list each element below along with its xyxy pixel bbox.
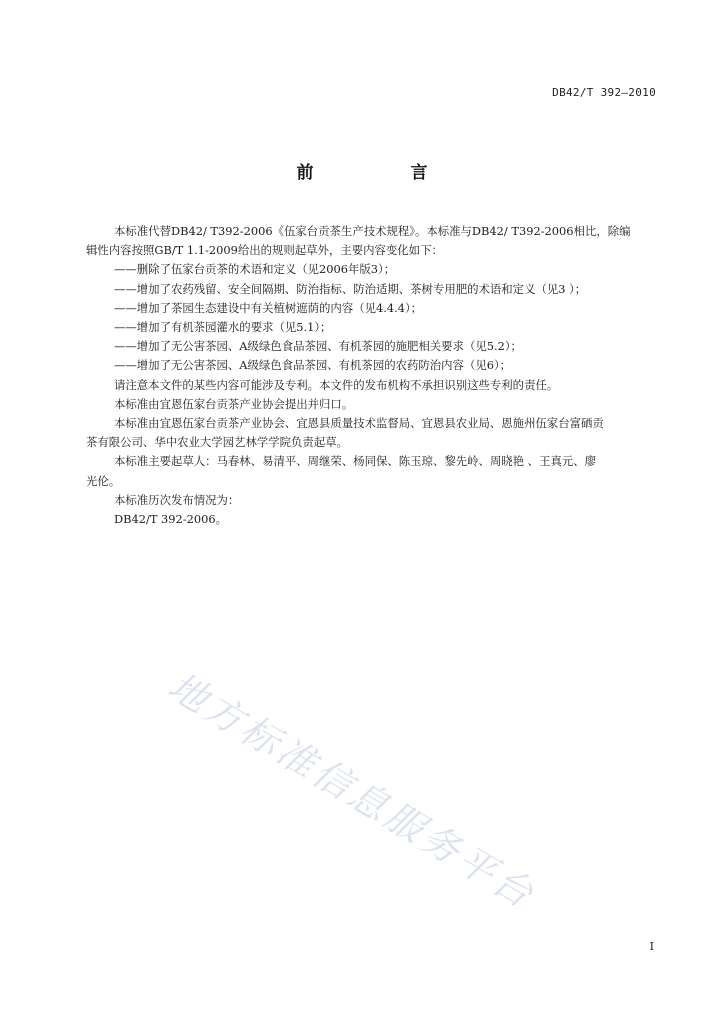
body-line: ——增加了茶园生态建设中有关植树遮荫的内容（见4.4.4）； (114, 300, 423, 315)
body-line: 本标准代替DB42/ T392-2006《伍家台贡茶生产技术规程》。本标准与DB42/ T392-2006相比，除编 (114, 224, 631, 238)
page-title: 前 言 (296, 163, 468, 183)
body-line: ——增加了有机茶园灌水的要求（见5.1）； (114, 320, 332, 335)
body-line: ——增加了农药残留、安全间隔期、防治指标、防治适期、茶树专用肥的术语和定义（见3 ）； (114, 281, 587, 296)
body-line: 本标准主要起草人：马春林、易清平、周继荣、杨同保、陈玉琼、黎先岭、周晓艳 、王真元、廖 (114, 454, 597, 469)
document-body (86, 222, 658, 529)
body-line: 辑性内容按照GB/T 1.1-2009给出的规则起草外，主要内容变化如下： (86, 243, 443, 258)
body-line: ——增加了无公害茶园、A级绿色食品茶园、有机茶园的农药防治内容（见6）； (114, 358, 512, 373)
body-line: 茶有限公司、华中农业大学园艺林学学院负责起草。 (86, 435, 348, 450)
body-line: 请注意本文件的某些内容可能涉及专利。本文件的发布机构不承担识别这些专利的责任。 (114, 377, 559, 392)
body-line: 本标准由宜恩伍家台贡茶产业协会、宜恩县质量技术监督局、宜恩县农业局、恩施州伍家台富硒贡 (114, 416, 604, 431)
page-number: I (649, 940, 654, 953)
standard-code: DB42/T 392—2010 (552, 86, 656, 99)
body-line: 本标准历次发布情况为： (114, 492, 240, 507)
body-line: ——删除了伍家台贡茶的术语和定义（见2006年版3）； (114, 262, 396, 277)
body-line: 本标准由宜恩伍家台贡茶产业协会提出并归口。 (114, 396, 354, 411)
body-line: DB42/T 392-2006。 (114, 512, 228, 527)
watermark-text: 地方标准信息服务平台 (160, 663, 544, 918)
body-line: 光伦。 (86, 473, 121, 488)
body-line: ——增加了无公害茶园、A级绿色食品茶园、有机茶园的施肥相关要求（见5.2）； (114, 339, 522, 354)
